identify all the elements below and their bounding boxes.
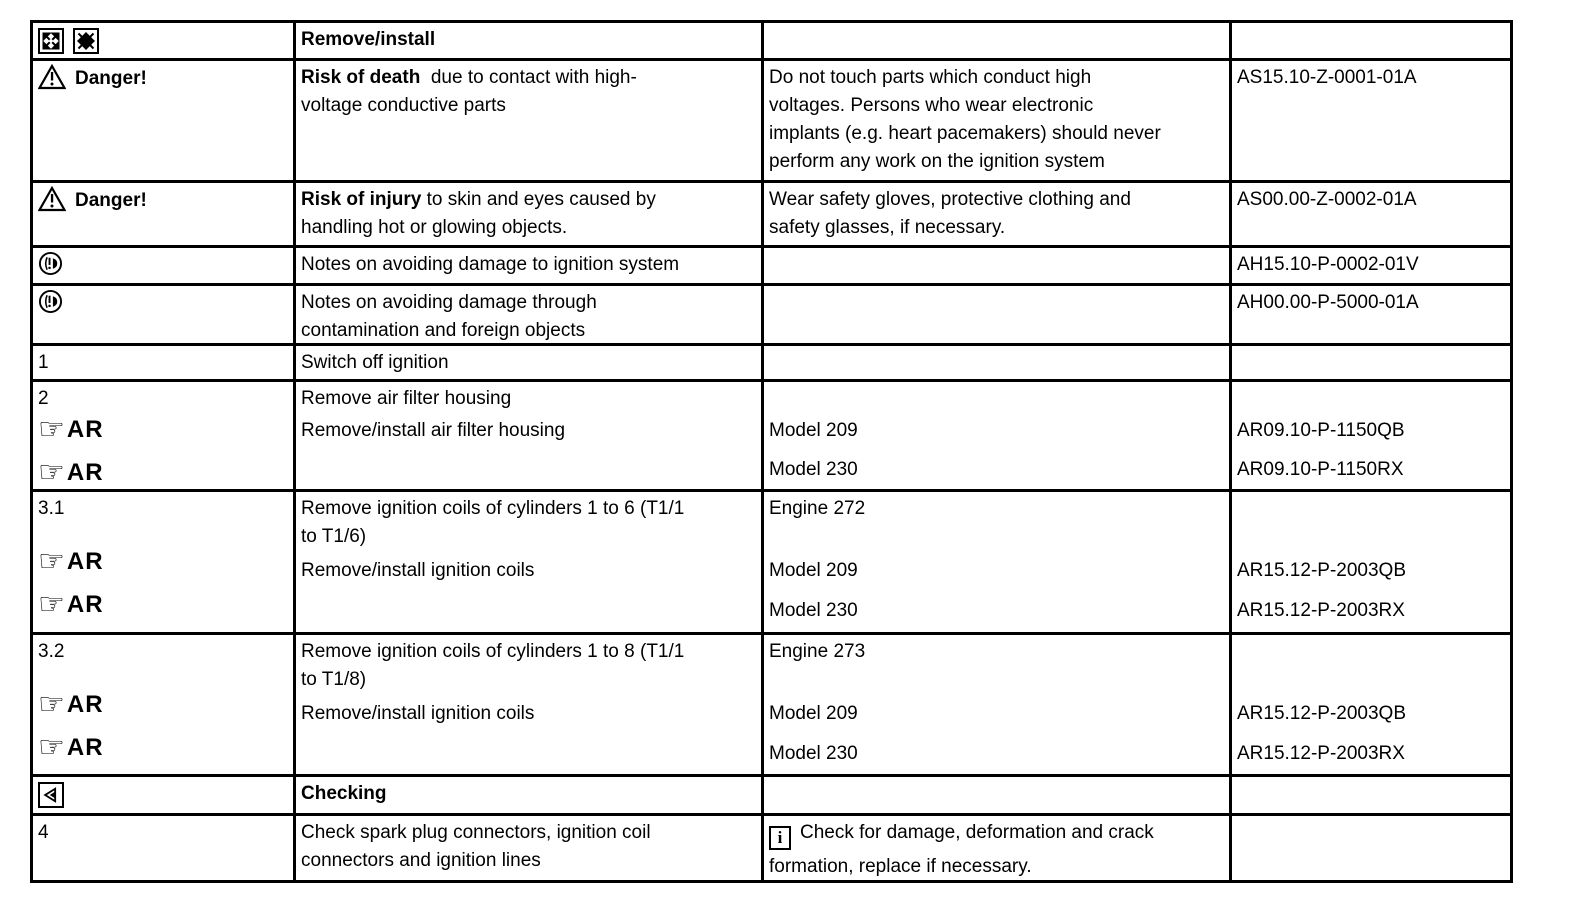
text-run: Model 230 — [769, 459, 858, 480]
cell-description-step-3-1 — [296, 492, 761, 632]
cell-step-step-4 — [33, 816, 293, 880]
document-code-link[interactable]: AH00.00-P-5000-01A — [1237, 292, 1419, 313]
text-run: Remove ignition coils of cylinders 1 to 6 (T1/1 — [301, 498, 685, 519]
text-run: Remove ignition coils of cylinders 1 to 8 (T1/1 — [301, 641, 685, 662]
cell-description-step-2 — [296, 382, 761, 489]
document-code-link[interactable]: AR09.10-P-1150RX — [1237, 459, 1404, 480]
text-run: Do not touch parts which conduct high — [769, 67, 1092, 88]
table-cell-line — [301, 385, 755, 413]
see-document-ar-icon[interactable] — [38, 455, 104, 489]
table-cell-line — [769, 700, 1223, 728]
arrows-in-icon — [73, 28, 99, 54]
table-cell-line — [1237, 186, 1504, 214]
cell-notes-step-3-2 — [764, 635, 1229, 774]
info-glyph: i — [777, 828, 783, 847]
table-cell-line — [38, 26, 287, 54]
table-cell-line — [301, 819, 755, 847]
ar-label: AR — [66, 548, 104, 575]
text-run: to T1/6) — [301, 526, 367, 547]
text-run: contamination and foreign objects — [301, 320, 586, 341]
text-run-bold: Risk of death — [301, 67, 421, 88]
table-cell-line — [769, 120, 1223, 148]
ar-label: AR — [66, 734, 104, 761]
text-run: Remove/install air filter housing — [301, 420, 566, 441]
cell-notes-note-ignition-system — [764, 248, 1229, 283]
document-code-link[interactable]: AH15.10-P-0002-01V — [1237, 254, 1419, 275]
text-run: Model 209 — [769, 420, 858, 441]
document-code-link[interactable]: AR09.10-P-1150QB — [1237, 420, 1405, 441]
table-cell-line — [301, 523, 755, 551]
cell-description-step-3-2 — [296, 635, 761, 774]
text-run-bold: Danger! — [75, 190, 147, 211]
cell-document-note-ignition-system — [1232, 248, 1510, 283]
danger-triangle-icon — [38, 64, 66, 99]
cell-document-step-2 — [1232, 382, 1510, 489]
cell-document-note-contamination — [1232, 286, 1510, 343]
pointing-hand-icon: ☞ — [38, 544, 65, 579]
table-cell-line — [301, 557, 755, 585]
table-cell-line — [38, 349, 287, 377]
text-run: to skin and eyes caused by — [421, 189, 656, 210]
table-cell-line — [769, 456, 1223, 484]
text-run: to T1/8) — [301, 669, 367, 690]
text-run: Wear safety gloves, protective clothing and — [769, 189, 1131, 210]
procedure-table-wrapper — [30, 20, 1513, 883]
table-cell-line — [38, 638, 287, 666]
cell-description-danger-injury — [296, 183, 761, 245]
table-cell-line — [769, 148, 1223, 176]
text-run-bold: Risk of injury — [301, 189, 422, 210]
table-cell-line — [301, 26, 755, 54]
table-cell-line — [769, 597, 1223, 625]
danger-triangle-icon — [38, 186, 66, 221]
text-run: handling hot or glowing objects. — [301, 217, 568, 238]
table-cell-line — [1237, 700, 1504, 728]
table-cell-line — [38, 385, 287, 413]
cell-notes-header-checking — [764, 777, 1229, 813]
see-document-ar-icon[interactable] — [38, 730, 104, 765]
cell-notes-header-remove-install — [764, 23, 1229, 58]
cell-document-step-1 — [1232, 346, 1510, 379]
table-cell-line — [301, 186, 755, 214]
text-run: Remove air filter housing — [301, 388, 512, 409]
text-run: Switch off ignition — [301, 352, 449, 373]
text-run: voltages. Persons who wear electronic — [769, 95, 1094, 116]
ar-label: AR — [66, 591, 104, 618]
table-cell-line — [769, 740, 1223, 768]
table-cell-line — [301, 847, 755, 875]
table-cell-line — [769, 214, 1223, 242]
pointing-hand-icon: ☞ — [38, 455, 65, 489]
pointing-hand-icon: ☞ — [38, 730, 65, 765]
text-run: Remove/install ignition coils — [301, 560, 535, 581]
table-cell-line — [38, 780, 287, 808]
text-run: safety glasses, if necessary. — [769, 217, 1006, 238]
text-run: voltage conductive parts — [301, 95, 506, 116]
cell-notes-step-4 — [764, 816, 1229, 880]
cell-description-note-contamination — [296, 286, 761, 343]
table-cell-line — [769, 638, 1223, 666]
document-code-link[interactable]: AR15.12-P-2003RX — [1237, 743, 1405, 764]
ar-label: AR — [66, 691, 104, 718]
table-cell-line — [769, 186, 1223, 214]
pointing-hand-icon: ☞ — [38, 687, 65, 722]
table-cell-line — [301, 92, 755, 120]
text-run: 2 — [38, 388, 49, 409]
table-cell-line — [769, 819, 1223, 850]
cell-notes-danger-injury — [764, 183, 1229, 245]
pointing-hand-icon: ☞ — [38, 587, 65, 622]
table-cell-line — [769, 417, 1223, 445]
ar-label: AR — [66, 459, 104, 486]
table-cell-line — [301, 251, 755, 279]
table-cell-line — [1237, 597, 1504, 625]
cell-document-danger-high-voltage — [1232, 61, 1510, 180]
document-code-link[interactable]: AS15.10-Z-0001-01A — [1237, 67, 1417, 88]
cell-description-header-remove-install — [296, 23, 761, 58]
text-run: perform any work on the ignition system — [769, 151, 1105, 172]
cell-notes-note-contamination — [764, 286, 1229, 343]
text-run: 3.1 — [38, 498, 65, 519]
text-run: Model 209 — [769, 560, 858, 581]
table-cell-line — [38, 544, 287, 580]
see-document-ar-icon[interactable] — [38, 544, 104, 579]
table-cell-line — [1237, 740, 1504, 768]
see-document-ar-icon[interactable] — [38, 412, 104, 447]
see-document-ar-icon[interactable] — [38, 687, 104, 722]
cell-step-step-2 — [33, 382, 293, 489]
text-run-bold: Danger! — [75, 68, 147, 89]
cell-notes-step-1 — [764, 346, 1229, 379]
cell-notes-step-2 — [764, 382, 1229, 489]
cell-step-header-remove-install — [33, 23, 293, 58]
text-run: Notes on avoiding damage to ignition system — [301, 254, 680, 275]
text-run: Notes on avoiding damage through — [301, 292, 597, 313]
table-cell-line — [1237, 64, 1504, 92]
table-cell-line — [38, 819, 287, 847]
cell-step-danger-high-voltage — [33, 61, 293, 180]
cell-step-note-contamination — [33, 286, 293, 343]
table-cell-line — [301, 700, 755, 728]
text-run: formation, replace if necessary. — [769, 855, 1032, 877]
cell-document-step-4 — [1232, 816, 1510, 880]
arrows-out-icon — [38, 28, 64, 54]
text-run: Model 230 — [769, 600, 858, 621]
text-run: 3.2 — [38, 641, 65, 662]
text-run-bold: Remove/install — [301, 29, 436, 50]
text-run: Model 209 — [769, 703, 858, 724]
cell-step-step-3-2 — [33, 635, 293, 774]
procedure-table — [30, 20, 1513, 883]
cell-document-step-3-1 — [1232, 492, 1510, 632]
cell-document-header-checking — [1232, 777, 1510, 813]
table-cell-line — [1237, 557, 1504, 585]
damage-note-icon — [38, 251, 63, 283]
table-cell-line — [38, 730, 287, 766]
text-run-bold: Checking — [301, 783, 387, 804]
table-cell-line — [1237, 251, 1504, 279]
document-code-link[interactable]: AS00.00-Z-0002-01A — [1237, 189, 1417, 210]
table-cell-line — [1237, 456, 1504, 484]
checking-icon — [38, 782, 64, 808]
text-run: Check for damage, deformation and crack — [800, 822, 1154, 843]
table-cell-line — [301, 417, 755, 445]
document-code-link[interactable]: AR15.12-P-2003QB — [1237, 560, 1406, 581]
cell-notes-danger-high-voltage — [764, 61, 1229, 180]
table-cell-line — [38, 455, 287, 489]
table-cell-line — [38, 251, 287, 283]
table-cell-line — [301, 64, 755, 92]
table-cell-line — [301, 289, 755, 317]
table-cell-line — [769, 853, 1223, 881]
text-run: 1 — [38, 352, 49, 373]
text-run: Engine 272 — [769, 498, 866, 519]
cell-step-note-ignition-system — [33, 248, 293, 283]
cell-step-step-3-1 — [33, 492, 293, 632]
cell-notes-step-3-1 — [764, 492, 1229, 632]
table-cell-line — [769, 557, 1223, 585]
table-cell-line — [38, 289, 287, 323]
table-cell-line — [301, 495, 755, 523]
text-run: Engine 273 — [769, 641, 866, 662]
cell-description-note-ignition-system — [296, 248, 761, 283]
pointing-hand-icon: ☞ — [38, 412, 65, 447]
cell-description-step-1 — [296, 346, 761, 379]
table-cell-line — [769, 495, 1223, 523]
cell-description-danger-high-voltage — [296, 61, 761, 180]
damage-note-icon — [38, 289, 63, 323]
table-cell-line — [38, 587, 287, 623]
cell-step-danger-injury — [33, 183, 293, 245]
table-cell-line — [38, 412, 287, 448]
table-cell-line — [301, 317, 755, 343]
text-run: Remove/install ignition coils — [301, 703, 535, 724]
text-run: implants (e.g. heart pacemakers) should never — [769, 123, 1161, 144]
document-code-link[interactable]: AR15.12-P-2003RX — [1237, 600, 1405, 621]
cell-document-header-remove-install — [1232, 23, 1510, 58]
table-cell-line — [1237, 289, 1504, 317]
see-document-ar-icon[interactable] — [38, 587, 104, 622]
table-cell-line — [301, 780, 755, 808]
info-icon — [769, 826, 791, 850]
table-cell-line — [38, 495, 287, 523]
cell-step-step-1 — [33, 346, 293, 379]
cell-description-header-checking — [296, 777, 761, 813]
table-cell-line — [301, 666, 755, 694]
text-run: Check spark plug connectors, ignition coil — [301, 822, 651, 843]
text-run: due to contact with high- — [420, 67, 637, 88]
cell-document-danger-injury — [1232, 183, 1510, 245]
table-cell-line — [769, 64, 1223, 92]
text-run: connectors and ignition lines — [301, 850, 541, 871]
table-cell-line — [301, 214, 755, 242]
table-cell-line — [38, 687, 287, 723]
cell-document-step-3-2 — [1232, 635, 1510, 774]
cell-step-header-checking — [33, 777, 293, 813]
table-cell-line — [38, 186, 287, 221]
text-run: 4 — [38, 822, 49, 843]
table-cell-line — [769, 92, 1223, 120]
table-cell-line — [301, 349, 755, 377]
text-run: Model 230 — [769, 743, 858, 764]
ar-label: AR — [66, 416, 104, 443]
table-cell-line — [301, 638, 755, 666]
document-code-link[interactable]: AR15.12-P-2003QB — [1237, 703, 1406, 724]
cell-description-step-4 — [296, 816, 761, 880]
table-cell-line — [38, 64, 287, 99]
table-cell-line — [1237, 417, 1504, 445]
